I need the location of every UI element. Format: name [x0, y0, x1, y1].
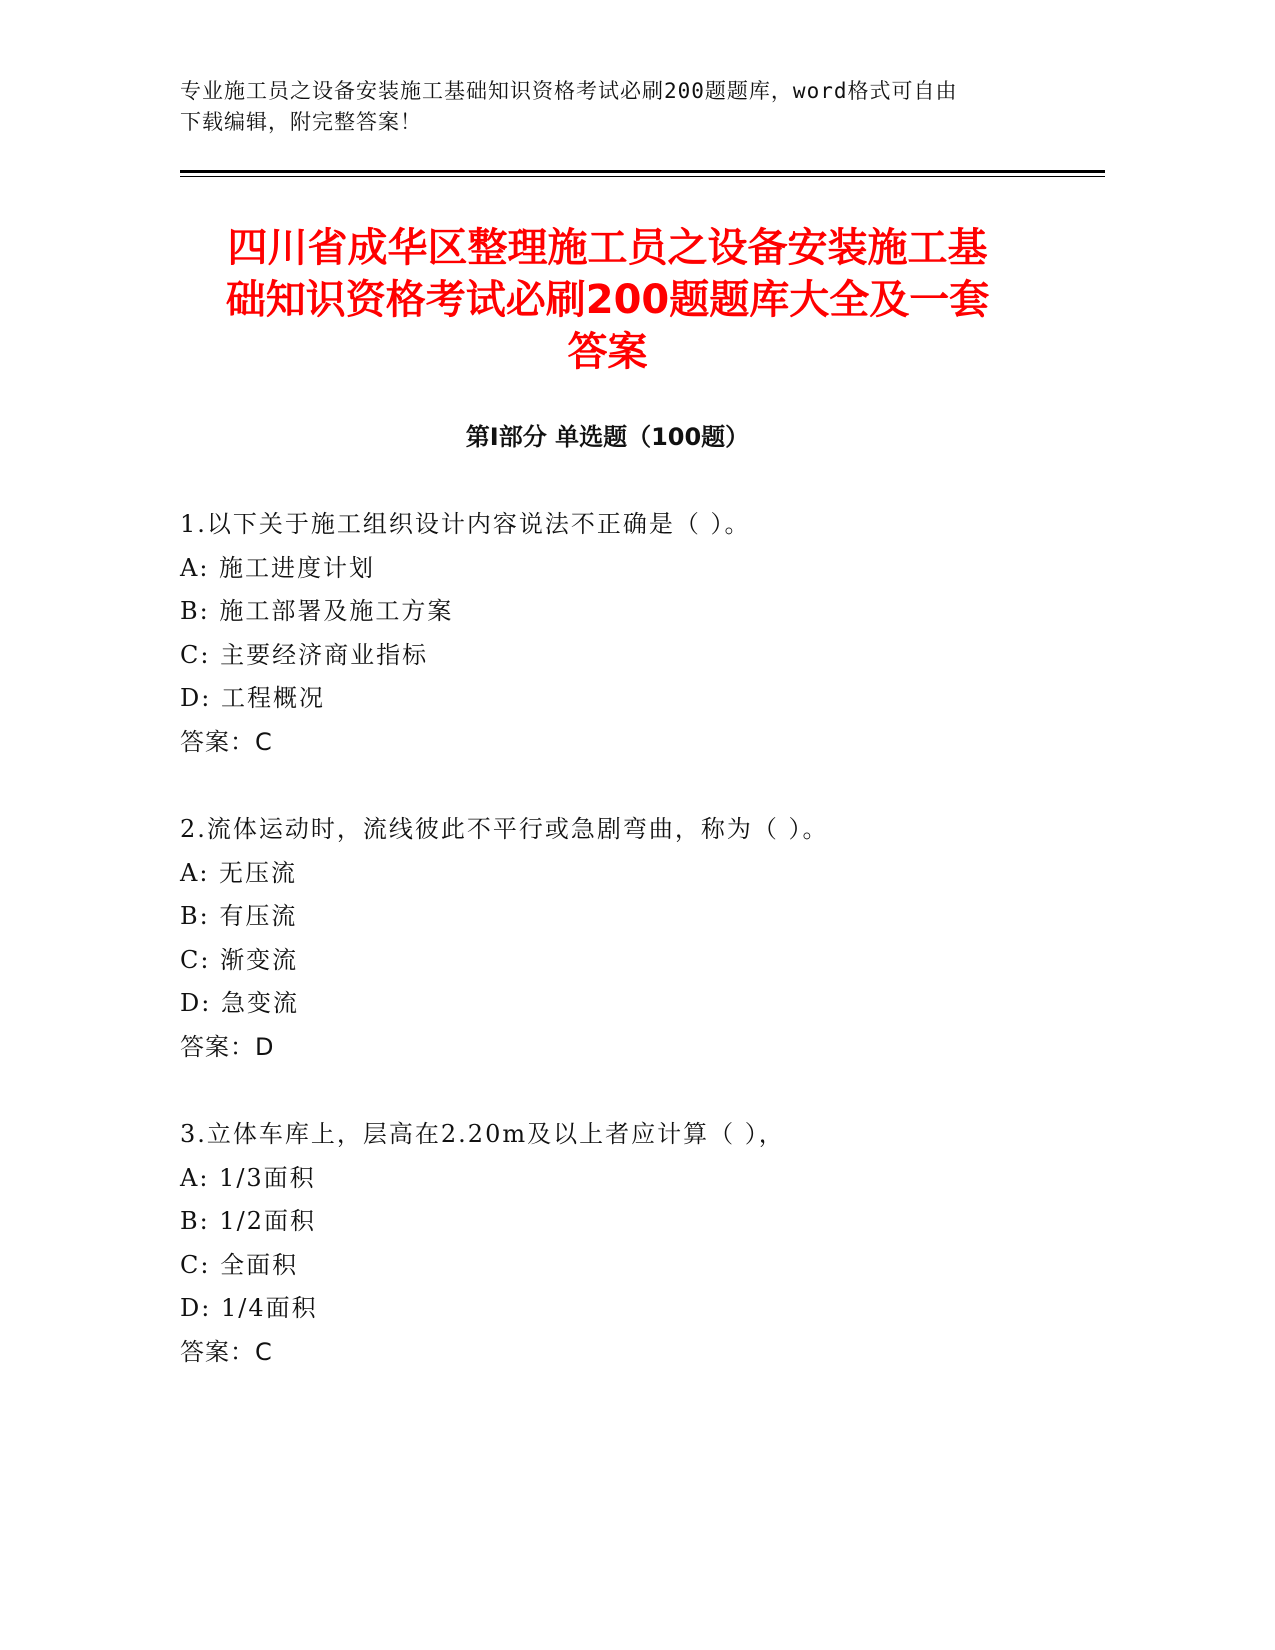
- question-stem: 3.立体车库上，层高在2.20m及以上者应计算（ ），: [180, 1120, 785, 1148]
- document-title-line: 四川省成华区整理施工员之设备安装施工基: [227, 225, 988, 271]
- option-b: B: 施工部署及施工方案: [180, 597, 454, 625]
- option-d: D: 急变流: [180, 989, 299, 1017]
- option-c: C: 全面积: [180, 1250, 299, 1279]
- option-c: C: 渐变流: [180, 945, 299, 974]
- question-stem: 2.流体运动时，流线彼此不平行或急剧弯曲，称为（ ）。: [180, 815, 829, 843]
- header-rule-thin: [180, 176, 1105, 177]
- option-c: C: 主要经济商业指标: [180, 640, 429, 669]
- document-title: [150, 222, 1065, 378]
- option-b: B: 1/2面积: [180, 1207, 316, 1235]
- document-title-line: 础知识资格考试必刷200题题库大全及一套: [225, 277, 990, 323]
- header-rule-thick: [180, 170, 1105, 173]
- question-1: [180, 503, 1080, 764]
- question-stem: 1.以下关于施工组织设计内容说法不正确是（ ）。: [180, 510, 751, 538]
- option-d: D: 工程概况: [180, 684, 325, 712]
- option-b: B: 有压流: [180, 902, 298, 930]
- answer: 答案：C: [180, 1337, 273, 1366]
- question-2: [180, 808, 1080, 1069]
- answer: 答案：C: [180, 727, 273, 756]
- option-a: A: 施工进度计划: [180, 553, 376, 582]
- answer: 答案：D: [180, 1032, 275, 1061]
- header-note-line: 下载编辑，附完整答案！: [180, 110, 422, 134]
- header-note-line: 专业施工员之设备安装施工基础知识资格考试必刷200题题库，word格式可自由: [180, 79, 958, 103]
- option-a: A: 无压流: [180, 858, 298, 887]
- header-note: [180, 76, 1060, 138]
- document-title-line: 答案: [567, 329, 648, 375]
- section-heading: 第Ⅰ部分 单选题（100题）: [465, 423, 750, 451]
- option-d: D: 1/4面积: [180, 1294, 318, 1322]
- option-a: A: 1/3面积: [180, 1163, 316, 1192]
- question-3: [180, 1113, 1080, 1374]
